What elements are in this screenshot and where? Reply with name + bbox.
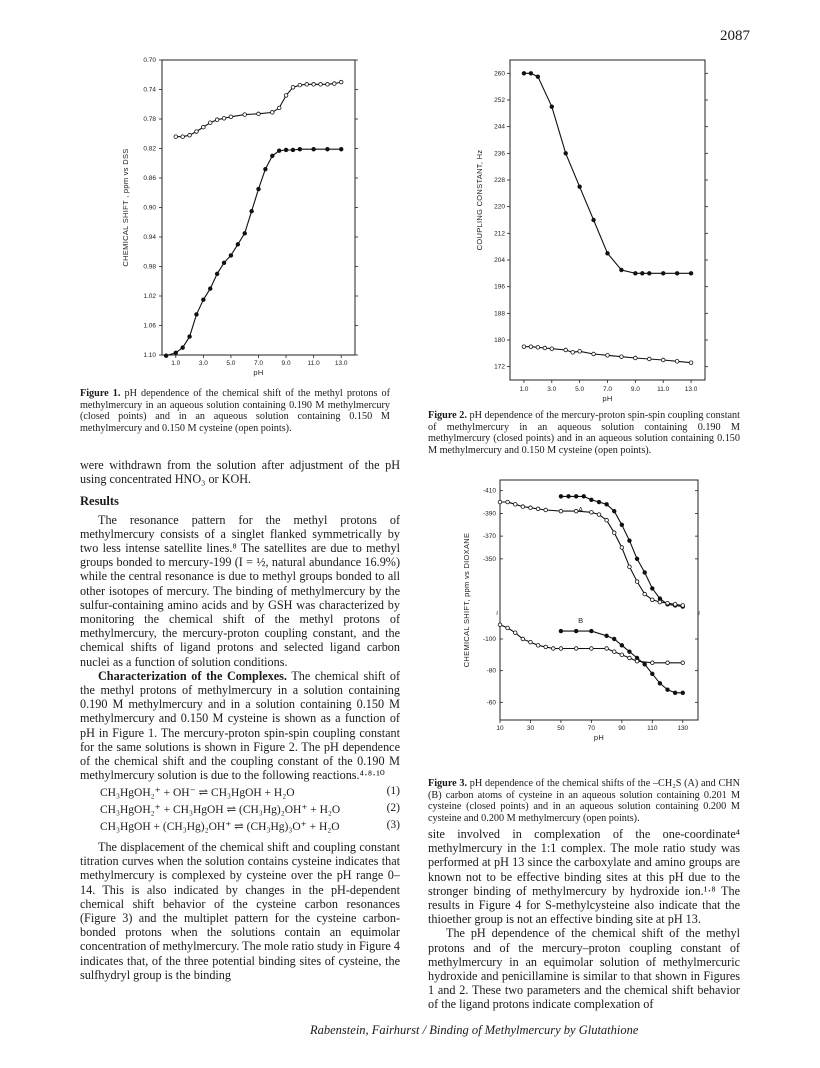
equation-3-number: (3) (386, 819, 400, 831)
fig2-series-1-point (578, 350, 582, 354)
fig1-series-1-point (284, 94, 288, 98)
fig3-series-A-closed-point (605, 503, 609, 507)
fig1-series-0-point (326, 147, 330, 151)
fig1-ytick-label: 0.98 (143, 263, 156, 271)
fig2-series-0-point (529, 72, 533, 76)
fig3-series-A-closed-point (620, 523, 624, 527)
fig3-series-B-closed-point (658, 682, 662, 686)
fig1-series-1-point (319, 83, 323, 87)
fig1-ytick-label: 1.06 (143, 322, 156, 330)
fig3-series-A-open-point (597, 513, 601, 517)
fig2-series-1-point (543, 346, 547, 350)
figure-2-caption (428, 410, 740, 456)
fig1-series-0-line (166, 149, 341, 356)
fig3-series-A-open-point (673, 603, 677, 607)
fig3-series-A-open-point (544, 508, 548, 512)
fig3-series-B-open-point (506, 626, 510, 630)
fig3-series-B-closed-point (620, 644, 624, 648)
fig3-xtick-label: 10 (496, 725, 504, 732)
figure-3-caption-text: pH dependence of the chemical shifts of the –CH₂S (A) and CHN (B) carbon atoms of cysteine in an aqueous solution containing 0.201 M cysteine (closed points) and in an aqueous solution containing 0.200 M cysteine and 0.200 M methylmercury (open points). (428, 778, 740, 824)
figure-2-caption-text: pH dependence of the mercury-proton spin-spin coupling constant of methylmercury in an aqueous solution containing 0.190 M methylmercury (closed points) and in an aqueous solution containing 0.150 M methylmercury and 0.150 M cysteine (open points). (428, 410, 740, 456)
characterization-text: The chemical shift of the methyl protons of methylmercury in a solution containing 0.190 M methylmercury and in a solution containing 0.150 M methylmercury and 0.150 M cysteine is shown as a function of pH in Figure 1. The mercury-proton spin-spin coupling constant for the same solutions is shown in Figure 2. The pH dependence of the chemical shift and the coupling constant of the 0.190 M methylmercury solution is due to the following reactions.⁴·⁸·¹⁰ (80, 668, 400, 783)
fig1-series-1-point (208, 121, 212, 125)
discussion-paragraph: The displacement of the chemical shift and coupling constant titration curves when the solution contains cysteine indicates that methylmercury is complexed by cysteine over the pH range 0–14. This is also indicated by changes in the pH-dependent chemical shift behavior of the cysteine carbon resonances (Figure 3) and the multiplet pattern for the cysteine carbon-bonded protons when the solutions contain an equimolar concentration of methylmercury. The mole ratio study in Figure 4 indicates that, of the three potential binding sites of cysteine, the sulfhydryl group is the binding (80, 840, 400, 982)
fig3-series-B-open-point (651, 661, 655, 665)
fig3-series-A-open-point (559, 509, 563, 513)
equation-2-number: (2) (386, 802, 400, 814)
fig3-series-A-open-point (529, 506, 533, 510)
figure-1 (110, 55, 370, 385)
fig3-xtick-label: 70 (587, 725, 596, 732)
fig1-series-1-point (339, 80, 343, 84)
fig1-xtick-label: 1.0 (171, 360, 181, 367)
fig3-series-B-open-point (513, 631, 517, 635)
fig2-series-0-point (522, 72, 526, 76)
fig1-series-1-point (174, 135, 178, 139)
fig3-series-B-closed-line (561, 631, 683, 693)
fig2-ytick-label: 180 (494, 337, 505, 344)
fig2-ytick-label: 220 (494, 203, 505, 211)
fig1-series-1-point (229, 115, 233, 119)
fig3-series-A-open-point (574, 509, 578, 513)
fig2-series-1-point (550, 347, 554, 351)
fig3-ytick-label: -410 (482, 487, 496, 495)
fig1-series-0-point (298, 147, 302, 151)
fig3-series-B-open-point (628, 656, 632, 660)
fig1-series-0-point (291, 148, 295, 152)
results-paragraph-2 (80, 669, 400, 783)
fig3-series-A-closed-point (574, 495, 578, 499)
fig1-series-1-point (298, 83, 302, 87)
fig1-xtick-label: 11.0 (307, 360, 320, 367)
fig1-series-1-point (270, 111, 274, 115)
fig3-xlabel: pH (593, 733, 605, 742)
fig3-series-A-closed-point (567, 495, 571, 499)
fig2-series-1-point (675, 360, 679, 364)
fig3-series-A-closed-point (612, 509, 616, 513)
figure-3-caption-label: Figure 3. (428, 778, 468, 789)
fig2-ytick-label: 260 (494, 70, 505, 78)
fig1-ytick-label: 1.02 (143, 293, 156, 300)
fig3-series-A-open-point (658, 600, 662, 604)
fig2-ytick-label: 228 (494, 177, 505, 184)
fig2-ytick-label: 212 (494, 230, 505, 238)
right-column (428, 827, 740, 1012)
equation-3-text: CH₃HgOH + (CH₃Hg)₂OH⁺ ⇌ (CH₃Hg)₃O⁺ + H₂O (100, 821, 340, 833)
running-footer: Rabenstein, Fairhurst / Binding of Methylmercury by Glutathione (310, 1023, 639, 1037)
fig3-series-A-open-point (651, 598, 655, 602)
figure-1-caption-text: pH dependence of the chemical shift of the methyl protons of methylmercury in an aqueous solution containing 0.190 M methylmercury (closed points) and in an aqueous solution containing 0.150 M methylmercury and 0.150 M cysteine (open points). (80, 388, 390, 434)
fig3-series-B-open-point (559, 647, 563, 651)
fig2-series-0-point (564, 152, 568, 156)
fig1-xtick-label: 9.0 (281, 360, 291, 367)
fig2-series-1-point (647, 357, 651, 361)
fig2-series-0-point (634, 272, 638, 276)
fig3-axis-break-left: ≀ (495, 610, 499, 617)
fig1-series-1-point (222, 116, 226, 120)
figure-3-plot (455, 475, 715, 765)
fig3-series-A-open-point (506, 500, 510, 504)
fig3-series-A-open-point (498, 500, 502, 504)
fig3-series-B-open-point (681, 661, 685, 665)
fig2-ytick-label: 244 (494, 123, 505, 131)
figure-2 (470, 55, 720, 410)
fig1-ytick-label: 0.90 (143, 204, 156, 212)
figure-3-caption (428, 778, 740, 824)
fig2-series-1-point (592, 352, 596, 356)
fig3-series-A-closed-point (643, 571, 647, 575)
fig2-series-0-point (578, 185, 582, 189)
fig1-xlabel: pH (253, 368, 264, 377)
fig3-axis-break-right: ≀ (697, 610, 701, 617)
fig3-series-B-open-point (666, 661, 670, 665)
fig1-series-0-point (222, 261, 226, 265)
figure-2-caption-label: Figure 2. (428, 410, 467, 421)
fig1-xtick-label: 7.0 (253, 360, 264, 367)
fig1-series-0-point (181, 346, 185, 350)
fig2-ylabel: COUPLING CONSTANT, Hz (475, 149, 484, 251)
fig2-series-0-line (524, 73, 691, 273)
fig1-ytick-label: 0.74 (143, 86, 156, 94)
fig1-series-1-point (291, 85, 295, 89)
fig2-xlabel: pH (602, 394, 613, 403)
figure-1-plot (110, 55, 370, 385)
fig3-series-A-open-point (513, 503, 517, 507)
fig3-ytick-label: -100 (482, 636, 496, 643)
fig1-series-0-point (270, 154, 274, 158)
continuation-paragraph: were withdrawn from the solution after adjustment of the pH using concentrated HNO₃ or KOH. (80, 458, 400, 487)
fig3-ylabel: CHEMICAL SHIFT, ppm vs DIOXANE (462, 532, 471, 668)
results-paragraph-1: The resonance pattern for the methyl protons of methylmercury consists of a singlet flanked symmetrically by two less intense satellite lines.⁸ The satellites are due to methyl groups bonded to mercury-199 (I = ½, natural abundance 16.9%) while the central resonance is due to methyl groups bonded to all other isotopes of mercury. The binding of methylmercury by the sulfur-containing amino acids and by GSH was characterized by monitoring the chemical shift of the methyl protons of methylmercury, the mercury-proton coupling constant, and the chemical shifts of ligand protons and selected ligand carbon nuclei as a function of solution conditions. (80, 512, 400, 669)
fig2-xtick-label: 3.0 (547, 386, 557, 393)
fig1-series-0-point (312, 147, 316, 151)
fig1-series-0-point (188, 335, 192, 339)
characterization-heading: Characterization of the Complexes. (98, 668, 287, 683)
fig2-frame (510, 60, 705, 380)
fig3-series-A-closed-point (559, 495, 563, 499)
fig2-series-0-point (647, 272, 651, 276)
fig2-xtick-label: 9.0 (630, 386, 640, 393)
fig3-series-A-closed-point (590, 498, 594, 502)
fig2-xtick-label: 7.0 (602, 386, 613, 393)
fig2-series-1-point (529, 345, 533, 349)
figure-1-caption (80, 388, 390, 434)
fig1-series-1-point (277, 106, 281, 110)
fig1-series-1-point (202, 125, 206, 129)
fig1-series-1-point (257, 112, 261, 116)
fig1-ylabel: CHEMICAL SHIFT , ppm vs DSS (121, 148, 130, 267)
fig1-series-0-point (174, 351, 178, 355)
fig3-series-B-open-point (612, 650, 616, 654)
figure-3 (455, 475, 715, 765)
fig2-series-0-point (592, 218, 596, 222)
fig3-ytick-label: -390 (482, 510, 496, 518)
fig2-ytick-label: 188 (494, 310, 505, 318)
fig1-series-1-point (326, 83, 330, 87)
fig2-series-1-point (620, 355, 624, 359)
fig1-series-0-point (164, 354, 168, 358)
fig2-ytick-label: 172 (494, 363, 505, 371)
fig2-series-0-point (606, 252, 610, 256)
fig1-xtick-label: 3.0 (198, 360, 208, 367)
fig1-ytick-label: 0.86 (143, 175, 156, 182)
fig3-series-A-closed-point (635, 557, 639, 561)
fig1-ytick-label: 0.78 (143, 116, 156, 123)
fig3-xtick-label: 90 (618, 725, 626, 732)
fig3-xtick-label: 30 (526, 725, 535, 732)
equation-1-number: (1) (386, 785, 400, 797)
fig2-series-1-point (564, 348, 568, 352)
fig1-series-1-point (188, 133, 192, 137)
fig1-xtick-label: 5.0 (226, 360, 236, 367)
fig3-series-A-open-point (612, 531, 616, 535)
fig1-series-1-point (333, 82, 337, 86)
fig3-series-B-closed-point (605, 634, 609, 638)
fig2-series-0-point (620, 268, 624, 272)
fig3-xtick-label: 110 (647, 725, 658, 732)
fig2-series-0-point (641, 272, 645, 276)
fig2-series-1-point (522, 345, 526, 349)
fig1-series-0-point (243, 232, 247, 236)
right-paragraph-1: site involved in complexation of the one-coordinate⁴ methylmercury in the 1:1 complex. The mole ratio study was performed at pH 13 since the carboxylate and amino groups are known not to be effective binding sites at this pH due to the stronger binding of methylmercury by hydroxide ion.¹·⁸ The results in Figure 4 for S-methylcysteine also indicate that the thioether group is not an effective binding site at pH 13. (428, 827, 740, 927)
fig2-series-1-point (606, 354, 610, 358)
results-heading: Results (80, 494, 119, 509)
fig2-series-1-point (689, 361, 693, 365)
fig3-series-A-open-point (590, 510, 594, 514)
fig2-xtick-label: 13.0 (684, 386, 698, 393)
fig1-series-0-point (236, 243, 240, 247)
fig3-series-B-open-point (574, 647, 578, 651)
figure-2-plot (470, 55, 720, 410)
fig3-label-b: B (578, 616, 584, 625)
fig3-label-a: A (578, 505, 584, 514)
fig1-ytick-label: 0.70 (143, 57, 156, 64)
fig1-series-1-point (181, 135, 185, 139)
fig3-series-B-open-point (544, 645, 548, 649)
fig3-series-B-open-point (605, 647, 609, 651)
fig3-series-B-open-point (536, 644, 540, 648)
fig1-series-1-point (215, 118, 219, 122)
fig1-series-1-point (312, 83, 316, 87)
fig1-ytick-label: 1.10 (143, 352, 156, 359)
fig2-series-0-point (689, 272, 693, 276)
fig3-ytick-label: -350 (482, 555, 496, 563)
fig1-series-0-point (202, 298, 206, 302)
fig3-series-A-open-point (681, 604, 685, 608)
equation-2 (100, 802, 400, 816)
fig3-series-B-closed-point (559, 629, 563, 633)
fig3-xtick-label: 50 (557, 725, 565, 732)
fig2-xtick-label: 1.0 (519, 386, 529, 393)
fig3-series-B-closed-point (574, 629, 578, 633)
fig1-series-0-point (215, 272, 219, 276)
left-column (80, 458, 400, 782)
left-column-lower (80, 840, 400, 982)
fig3-series-B-open-point (529, 640, 533, 644)
fig3-series-B-closed-point (681, 691, 685, 695)
fig1-series-0-point (195, 313, 199, 317)
fig1-frame (162, 60, 355, 355)
fig1-ytick-label: 0.82 (143, 145, 156, 153)
page-number: 2087 (720, 28, 750, 44)
equation-1-text: CH₃HgOH₂⁺ + OH⁻ ⇌ CH₃HgOH + H₂O (100, 787, 295, 799)
fig2-series-1-point (536, 346, 540, 350)
fig1-series-0-point (257, 187, 261, 191)
fig1-series-0-point (277, 149, 281, 153)
fig3-series-B-open-point (521, 637, 525, 641)
fig1-series-1-point (305, 83, 309, 87)
fig2-ytick-label: 196 (494, 283, 505, 291)
fig1-series-1-point (243, 113, 247, 117)
figure-1-caption-label: Figure 1. (80, 388, 121, 399)
fig3-series-B-closed-point (651, 672, 655, 676)
fig3-series-A-closed-point (651, 587, 655, 591)
equation-1 (100, 785, 400, 799)
fig3-series-B-closed-point (673, 691, 677, 695)
fig2-series-1-point (634, 356, 638, 360)
equation-3 (100, 819, 400, 833)
fig1-series-0-point (284, 148, 288, 152)
fig3-series-B-closed-point (590, 629, 594, 633)
fig1-series-0-point (339, 147, 343, 151)
fig3-series-A-open-point (536, 507, 540, 511)
fig3-series-A-open-point (666, 601, 670, 605)
fig3-series-A-open-line (500, 502, 683, 606)
fig3-series-A-closed-point (628, 539, 632, 543)
fig3-series-A-open-point (521, 505, 525, 509)
fig1-ytick-label: 0.94 (143, 234, 156, 241)
fig3-series-B-open-point (498, 623, 502, 627)
fig1-xtick-label: 13.0 (334, 360, 348, 367)
fig2-series-0-point (550, 105, 554, 109)
fig3-series-A-closed-point (597, 500, 601, 504)
equation-2-text: CH₃HgOH₂⁺ + CH₃HgOH ⇌ (CH₃Hg)₂OH⁺ + H₂O (100, 804, 341, 816)
fig1-series-0-point (264, 167, 268, 171)
fig3-series-B-closed-point (612, 637, 616, 641)
fig2-series-0-point (536, 75, 540, 79)
fig1-series-0-point (208, 287, 212, 291)
fig3-series-B-open-point (635, 659, 639, 663)
fig3-series-B-open-point (590, 647, 594, 651)
fig3-series-A-open-point (643, 592, 647, 596)
fig3-series-A-closed-point (582, 495, 586, 499)
fig2-series-0-point (661, 272, 665, 276)
fig2-ytick-label: 252 (494, 97, 505, 104)
fig3-series-A-open-point (628, 565, 632, 569)
fig3-series-A-open-point (635, 580, 639, 584)
fig3-xtick-label: 130 (677, 725, 689, 732)
fig3-series-B-closed-point (643, 663, 647, 667)
fig1-series-0-point (250, 209, 254, 213)
fig3-ytick-label: -60 (486, 699, 496, 707)
fig2-ytick-label: 236 (494, 150, 505, 158)
fig3-series-A-open-point (620, 546, 624, 550)
fig3-series-B-open-point (620, 653, 624, 657)
fig2-series-1-point (571, 351, 575, 355)
fig2-series-1-point (661, 358, 665, 362)
fig2-xtick-label: 5.0 (575, 386, 585, 393)
fig3-series-B-open-point (552, 647, 556, 651)
fig2-series-0-point (675, 272, 679, 276)
fig3-series-A-open-point (605, 518, 609, 522)
fig1-series-1-point (195, 130, 199, 134)
fig3-series-B-closed-point (628, 650, 632, 654)
right-paragraph-2: The pH dependence of the chemical shift of the methyl protons and of the mercury–proton coupling constant of methylmercury in an equimolar solution of methylmercuric hydroxide and penicillamine is similar to that shown in Figures 1 and 2. These two parameters and the chemical shift behavior of the ligand protons indicate complexation of (428, 926, 740, 1012)
fig1-series-0-point (229, 254, 233, 258)
fig1-series-1-line (176, 82, 341, 137)
fig2-xtick-label: 11.0 (657, 386, 670, 393)
fig3-series-B-closed-point (666, 688, 670, 692)
fig3-ytick-label: -370 (482, 533, 496, 541)
fig3-ytick-label: -80 (486, 667, 496, 675)
fig2-ytick-label: 204 (494, 257, 505, 264)
